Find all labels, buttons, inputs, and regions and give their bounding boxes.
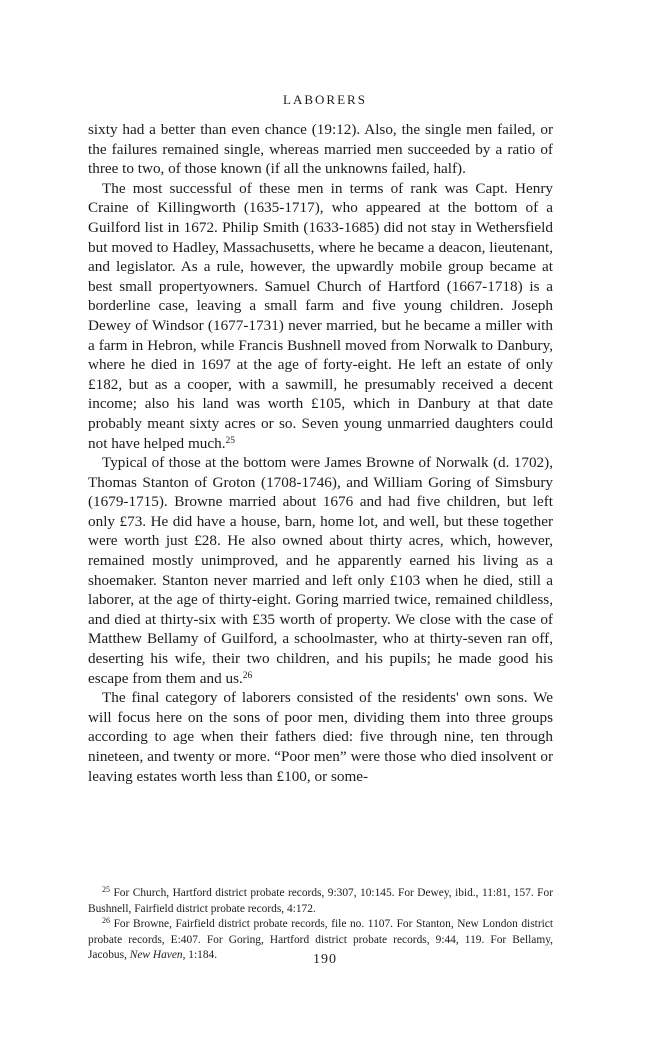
paragraph: [88, 120, 553, 179]
paragraph: [88, 688, 553, 786]
paragraph-text: sixty had a better than even chance (19:12). Also, the single men failed, or the failures remained single, whereas married men succeeded by a ratio of three to two, of those known (if all the unknowns failed, half).: [88, 121, 553, 178]
footnote-number: 25: [102, 885, 110, 894]
paragraph-text: Typical of those at the bottom were James Browne of Norwalk (d. 1702), Thomas Stanton of Groton (1708-1746), and William Goring of Simsbury (1679-1715). Browne married about 1676 and had five children, but left only £73. He did have a house, barn, home lot, and well, but these together were worth just £28. He also owned about thirty acres, which, however, remained mostly unimproved, and he apparently earned his living as a shoemaker. Stanton never married and left only £103 when he died, still a laborer, at the age of thirty-eight. Goring married twice, remained childless, and died at thirty-six with £35 worth of property. We close with the case of Matthew Bellamy of Guilford, a schoolmaster, who at thirty-seven ran off, deserting his wife, their two children, and his pupils; he made good his escape from them and us.: [88, 454, 553, 687]
footnote-number: 26: [102, 916, 110, 925]
paragraph: [88, 453, 553, 688]
body-text: [88, 120, 553, 786]
running-head: LABORERS: [283, 92, 367, 107]
paragraph-text: The most successful of these men in terms of rank was Capt. Henry Craine of Killingworth (1635-1717), who appeared at the bottom of a Guilford list in 1672. Philip Smith (1633-1685) did not stay in Wethersfield but moved to Hadley, Massachusetts, where he became a deacon, lieutenant, and legislator. As a rule, however, the upwardly mobile group became at best small propertyowners. Samuel Church of Hartford (1667-1718) is a borderline case, leaving a small farm and five young children. Joseph Dewey of Windsor (1677-1731) never married, but he became a miller with a farm in Hebron, while Francis Bushnell moved from Norwalk to Danbury, where he died in 1697 at the age of forty-eight. He left an estate of only £182, but as a cooper, with a sawmill, he presumably received a decent income; also his land was worth £105, which in Danbury at that date probably meant sixty acres or so. Seven young unmarried daughters could not have helped much.: [88, 179, 553, 452]
footnote-text-end: , 1:184.: [182, 949, 218, 961]
footnote-text: For Church, Hartford district probate records, 9:307, 10:145. For Dewey, ibid., 11:81, 157. For Bushnell, Fairfield district probate records, 4:172.: [88, 887, 553, 915]
page-number: 190: [313, 952, 337, 967]
footnote-ref: 25: [225, 435, 235, 446]
paragraph: [88, 179, 553, 453]
footnote-text: For Browne, Fairfield district probate records, file no. 1107. For Stanton, New London district probate records, E:407. For Goring, Hartford district probate records, 9:44, 119. For Bellamy, Jacobus,: [88, 918, 553, 961]
footnote-ref: 26: [242, 670, 253, 681]
footnote: [88, 886, 553, 917]
footnote-italic-title: New Haven: [129, 949, 183, 961]
paragraph-text: The final category of laborers consisted of the residents' own sons. We will focus here on the sons of poor men, dividing them into three groups according to age when their fathers died: five through nine, ten through nineteen, and twenty or more. “Poor men” were those who died insolvent or leaving estates worth less than £100, or some-: [88, 689, 553, 785]
